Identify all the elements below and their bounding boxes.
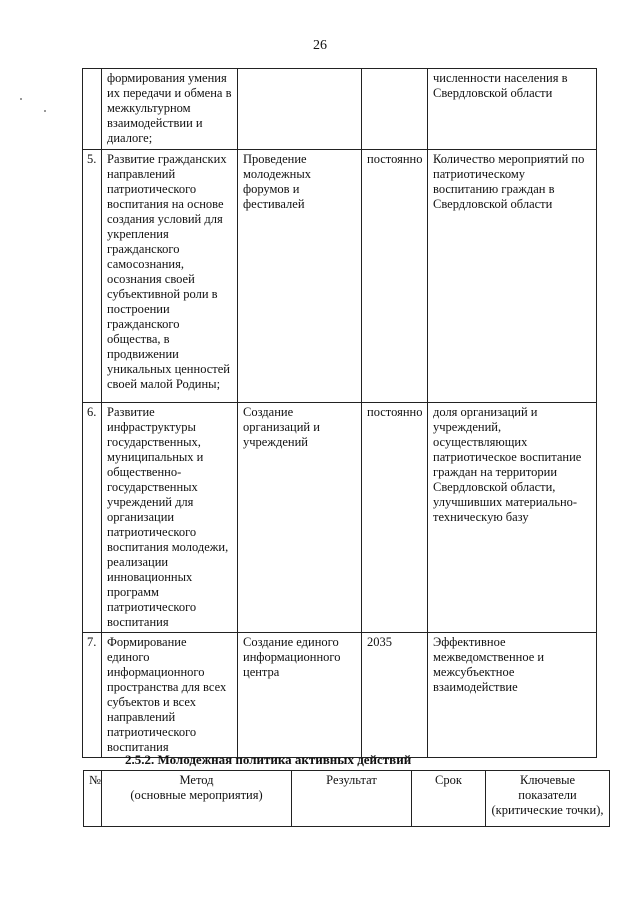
page-number: 26	[313, 38, 327, 53]
task-cell: формирования умения их передачи и обмена в межкультурном взаимодействии и диалоге;	[102, 69, 238, 150]
youth-policy-table	[83, 770, 610, 827]
table-header-row	[84, 771, 610, 827]
header-method	[102, 771, 292, 827]
scan-artifact	[20, 98, 22, 100]
table-row	[83, 150, 597, 403]
indicator-cell: Количество мероприятий по патриотическому воспитанию граждан в Свердловской области	[428, 150, 597, 403]
row-number: 5.	[83, 150, 102, 403]
scan-artifact	[44, 110, 46, 112]
indicator-cell: Эффективное межведомственное и межсубъектное взаимодействие	[428, 633, 597, 758]
term-cell: постоянно	[362, 150, 428, 403]
indicator-cell: доля организаций и учреждений, осуществляющих патриотическое воспитание граждан на территории Свердловской области, улучшивших материально-техническую базу	[428, 403, 597, 633]
term-cell: постоянно	[362, 403, 428, 633]
row-number: 6.	[83, 403, 102, 633]
method-cell: Проведение молодежных форумов и фестивалей	[238, 150, 362, 403]
term-cell: 2035	[362, 633, 428, 758]
method-cell: Создание организаций и учреждений	[238, 403, 362, 633]
header-num: №	[84, 771, 102, 827]
table-row	[83, 403, 597, 633]
header-term: Срок	[412, 771, 486, 827]
table-row	[83, 69, 597, 150]
row-number: 7.	[83, 633, 102, 758]
header-method-label: Метод	[179, 773, 214, 787]
method-cell	[238, 69, 362, 150]
task-cell: Развитие гражданских направлений патриотического воспитания на основе создания условий для укрепления гражданского самосознания, осознания своей субъективной роли в построении гражданского общества, в продвижении уникальных ценностей своей малой Родины;	[102, 150, 238, 403]
term-cell	[362, 69, 428, 150]
header-key-sub2: (критические точки),	[491, 803, 604, 817]
header-key-sub1: показатели	[518, 788, 577, 802]
row-number	[83, 69, 102, 150]
task-cell: Развитие инфраструктуры государственных, муниципальных и общественно-государственных учреждений для организации патриотического воспитания молодежи, реализации инновационных программ патриотического воспитания	[102, 403, 238, 633]
section-heading: 2.5.2. Молодежная политика активных действий	[125, 752, 412, 767]
indicator-cell: численности населения в Свердловской области	[428, 69, 597, 150]
header-method-sub: (основные мероприятия)	[130, 788, 263, 802]
header-key-label: Ключевые	[519, 773, 576, 787]
method-cell: Создание единого информационного центра	[238, 633, 362, 758]
measures-table	[82, 68, 597, 758]
task-cell: Формирование единого информационного пространства для всех субъектов и всех направлений патриотического воспитания	[102, 633, 238, 758]
header-key	[486, 771, 610, 827]
header-result: Результат	[292, 771, 412, 827]
table-row	[83, 633, 597, 758]
